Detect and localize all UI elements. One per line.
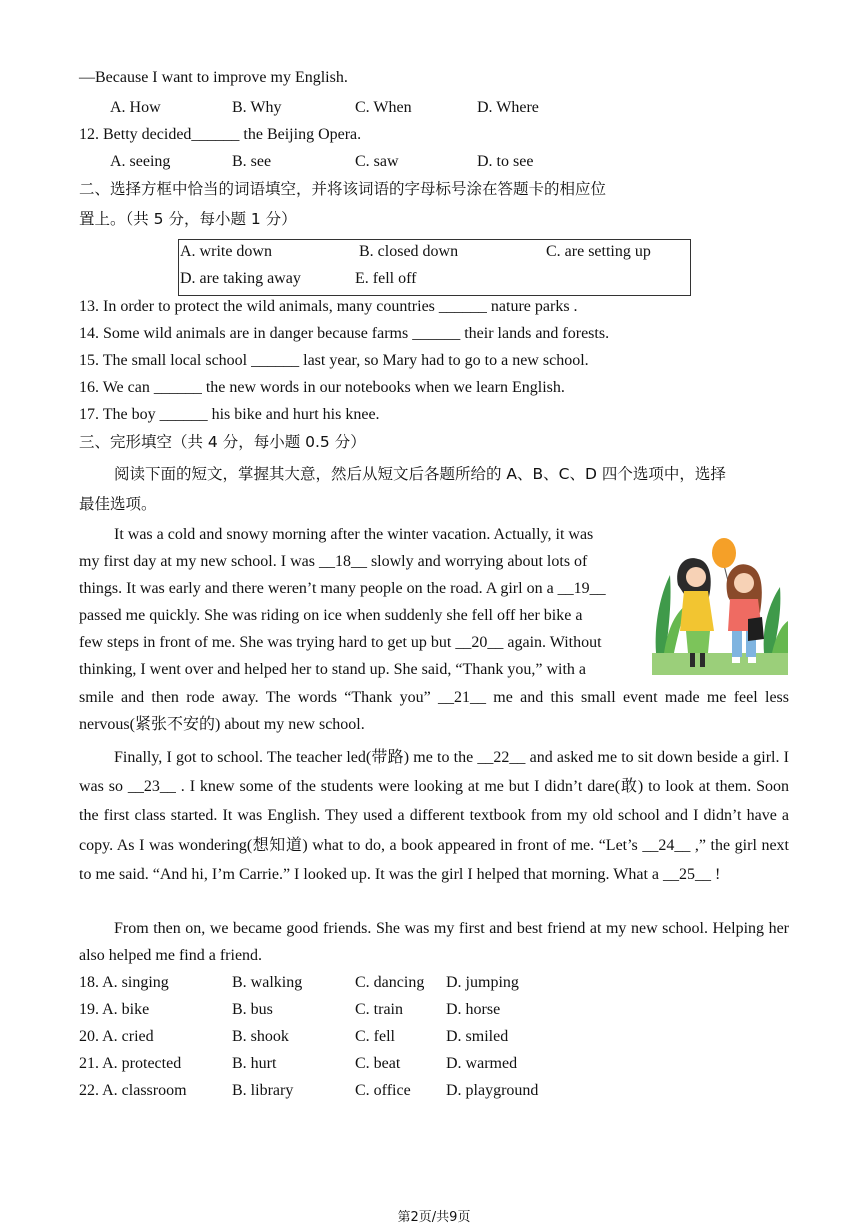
q11-option-a: A. How [110, 99, 161, 116]
q19-option-c: C. train [355, 1001, 403, 1018]
q21-option-d: D. warmed [446, 1055, 518, 1072]
q22-option-b: B. library [232, 1082, 294, 1099]
q11-option-d: D. Where [477, 99, 539, 116]
q22-option-a: 22. A. classroom [79, 1082, 187, 1099]
q17: 17. The boy ______ his bike and hurt his knee. [79, 406, 380, 423]
passage-p1-tail [79, 684, 789, 738]
q22-option-d: D. playground [446, 1082, 539, 1099]
q12-option-d: D. to see [477, 153, 534, 170]
passage-p1-line6: thinking, I went over and helped her to stand up. She said, “Thank you,” with a [79, 661, 586, 678]
q12-option-b: B. see [232, 153, 272, 170]
passage-p1-line1: It was a cold and snowy morning after the winter vacation. Actually, it was [114, 526, 594, 543]
q11-option-c: C. When [355, 99, 412, 116]
q20-option-d: D. smiled [446, 1028, 509, 1045]
two-girls-with-balloon-illustration [652, 535, 788, 675]
section2-heading-line2: 置上。（共 5 分，每小题 1 分） [79, 210, 297, 228]
passage-p1-tail-text: smile and then rode away. The words “Thank you” __21__ me and this small event made me feel less nervous(紧张不安的) about my new school. [79, 689, 789, 734]
q19-option-d: D. horse [446, 1001, 501, 1018]
q12-option-c: C. saw [355, 153, 399, 170]
word-bank-item-e: E. fell off [355, 270, 417, 287]
section3-heading: 三、完形填空（共 4 分，每小题 0.5 分） [79, 433, 366, 451]
word-bank-item-a: A. write down [180, 243, 272, 260]
q16: 16. We can ______ the new words in our notebooks when we learn English. [79, 379, 565, 396]
section2-heading-line1: 二、选择方框中恰当的词语填空，并将该词语的字母标号涂在答题卡的相应位 [79, 180, 607, 198]
passage-p1-line3: things. It was early and there weren’t many people on the road. A girl on a __19__ [79, 580, 606, 597]
q18-option-a: 18. A. singing [79, 974, 169, 991]
q19-option-b: B. bus [232, 1001, 273, 1018]
q19-option-a: 19. A. bike [79, 1001, 150, 1018]
passage-p3-text: From then on, we became good friends. She was my first and best friend at my new school. Helping her also helped me find a friend. [79, 920, 789, 965]
section3-instruction-line1: 阅读下面的短文，掌握其大意，然后从短文后各题所给的 A、B、C、D 四个选项中，选择 [114, 465, 726, 483]
q11-answer-line: —Because I want to improve my English. [79, 69, 348, 86]
q15: 15. The small local school ______ last year, so Mary had to go to a new school. [79, 352, 589, 369]
q20-option-c: C. fell [355, 1028, 395, 1045]
q14: 14. Some wild animals are in danger because farms ______ their lands and forests. [79, 325, 610, 342]
q20-option-b: B. shook [232, 1028, 289, 1045]
q12-stem: 12. Betty decided______ the Beijing Opera. [79, 126, 362, 143]
word-bank-item-c: C. are setting up [546, 243, 651, 260]
q22-option-c: C. office [355, 1082, 411, 1099]
word-bank-item-b: B. closed down [359, 243, 459, 260]
q18-option-d: D. jumping [446, 974, 519, 991]
q13: 13. In order to protect the wild animals, many countries ______ nature parks . [79, 298, 578, 315]
q20-option-a: 20. A. cried [79, 1028, 154, 1045]
page-footer: 第2页/共9页 [397, 1210, 471, 1225]
q18-option-c: C. dancing [355, 974, 425, 991]
q21-option-c: C. beat [355, 1055, 401, 1072]
q12-option-a: A. seeing [110, 153, 171, 170]
q21-option-a: 21. A. protected [79, 1055, 182, 1072]
passage-p2 [79, 743, 789, 889]
q21-option-b: B. hurt [232, 1055, 277, 1072]
section3-instruction-line2: 最佳选项。 [79, 495, 157, 513]
passage-p1-line2: my first day at my new school. I was __18__ slowly and worrying about lots of [79, 553, 588, 570]
passage-p1-line5: few steps in front of me. She was trying hard to get up but __20__ again. Without [79, 634, 602, 651]
passage-p3 [79, 915, 789, 969]
word-bank-box [178, 239, 691, 296]
word-bank-item-d: D. are taking away [180, 270, 301, 287]
passage-p2-text: Finally, I got to school. The teacher led(带路) me to the __22__ and asked me to sit down beside a girl. I was so __23__ . I knew some of the students were looking at me but I didn’t dare(敢) to look at them. Soon the first class started. It was English. They used a different textbook from my old school and I didn’t have a copy. As I was wondering(想知道) what to do, a book appeared in front of me. “Let’s __24__ ,” the girl next to me said. “And hi, I’m Carrie.” I looked up. It was the girl I helped that morning. What a __25__ ! [79, 749, 789, 883]
passage-p1-line4: passed me quickly. She was riding on ice when suddenly she fell off her bike a [79, 607, 583, 624]
q18-option-b: B. walking [232, 974, 303, 991]
q11-option-b: B. Why [232, 99, 282, 116]
